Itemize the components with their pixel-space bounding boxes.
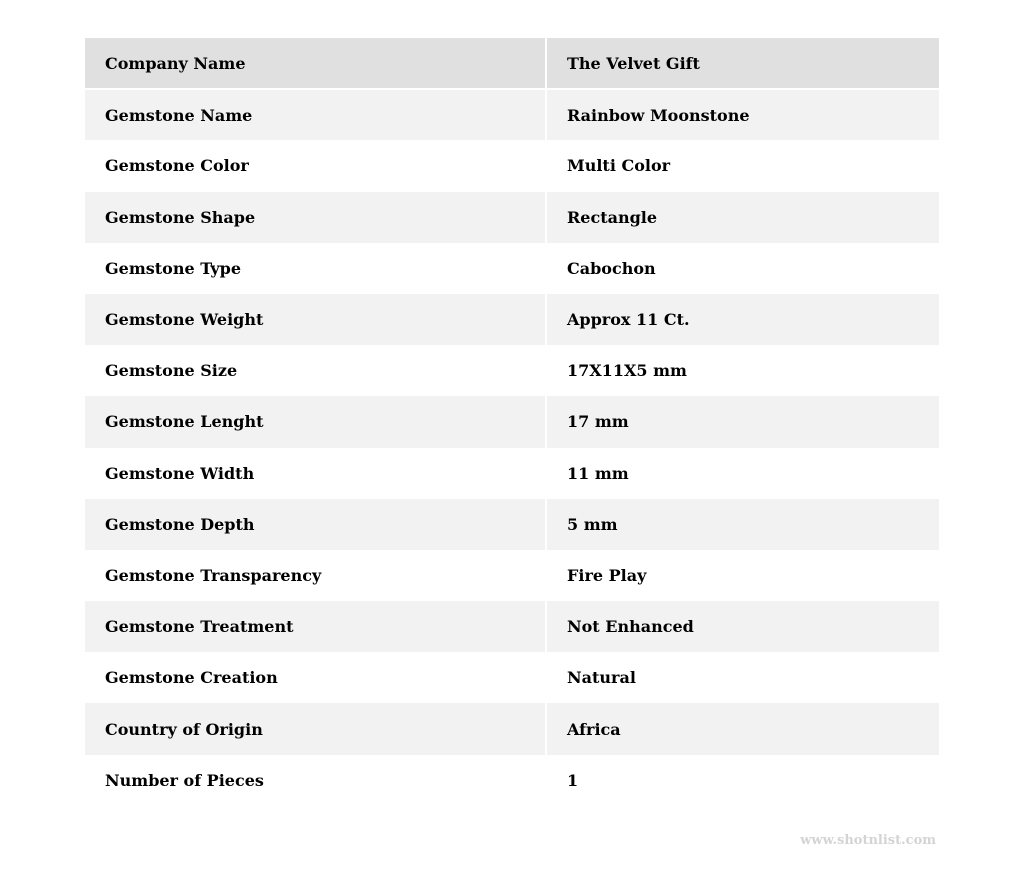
row-label: Gemstone Type	[85, 243, 546, 294]
row-value: Approx 11 Ct.	[546, 294, 939, 345]
table-row	[85, 550, 939, 601]
row-label: Gemstone Size	[85, 345, 546, 396]
row-value: Rainbow Moonstone	[546, 89, 939, 140]
gemstone-spec-table	[85, 38, 939, 806]
row-label: Gemstone Treatment	[85, 601, 546, 652]
table-row	[85, 448, 939, 499]
row-value: Rectangle	[546, 192, 939, 243]
table-row	[85, 396, 939, 447]
watermark-text: www.shotnlist.com	[800, 833, 936, 848]
row-value: Natural	[546, 652, 939, 703]
table-row	[85, 499, 939, 550]
table-header-row	[85, 38, 939, 89]
table-row	[85, 294, 939, 345]
table-row	[85, 140, 939, 191]
row-label: Gemstone Depth	[85, 499, 546, 550]
row-label: Gemstone Weight	[85, 294, 546, 345]
row-value: Not Enhanced	[546, 601, 939, 652]
table-row	[85, 755, 939, 806]
table-row	[85, 89, 939, 140]
table-row	[85, 345, 939, 396]
table-row	[85, 652, 939, 703]
row-value: Fire Play	[546, 550, 939, 601]
row-label: Gemstone Color	[85, 140, 546, 191]
company-name-label: Company Name	[85, 38, 546, 89]
table-row	[85, 243, 939, 294]
row-label: Gemstone Transparency	[85, 550, 546, 601]
row-label: Country of Origin	[85, 703, 546, 754]
row-label: Gemstone Name	[85, 89, 546, 140]
row-value: Cabochon	[546, 243, 939, 294]
table-row	[85, 601, 939, 652]
row-label: Gemstone Creation	[85, 652, 546, 703]
row-value: 17 mm	[546, 396, 939, 447]
row-value: 5 mm	[546, 499, 939, 550]
row-label: Gemstone Shape	[85, 192, 546, 243]
table-row	[85, 703, 939, 754]
table-row	[85, 192, 939, 243]
row-label: Gemstone Width	[85, 448, 546, 499]
row-value: 1	[546, 755, 939, 806]
row-value: Africa	[546, 703, 939, 754]
row-value: Multi Color	[546, 140, 939, 191]
company-name-value: The Velvet Gift	[546, 38, 939, 89]
row-label: Number of Pieces	[85, 755, 546, 806]
row-value: 11 mm	[546, 448, 939, 499]
row-label: Gemstone Lenght	[85, 396, 546, 447]
row-value: 17X11X5 mm	[546, 345, 939, 396]
